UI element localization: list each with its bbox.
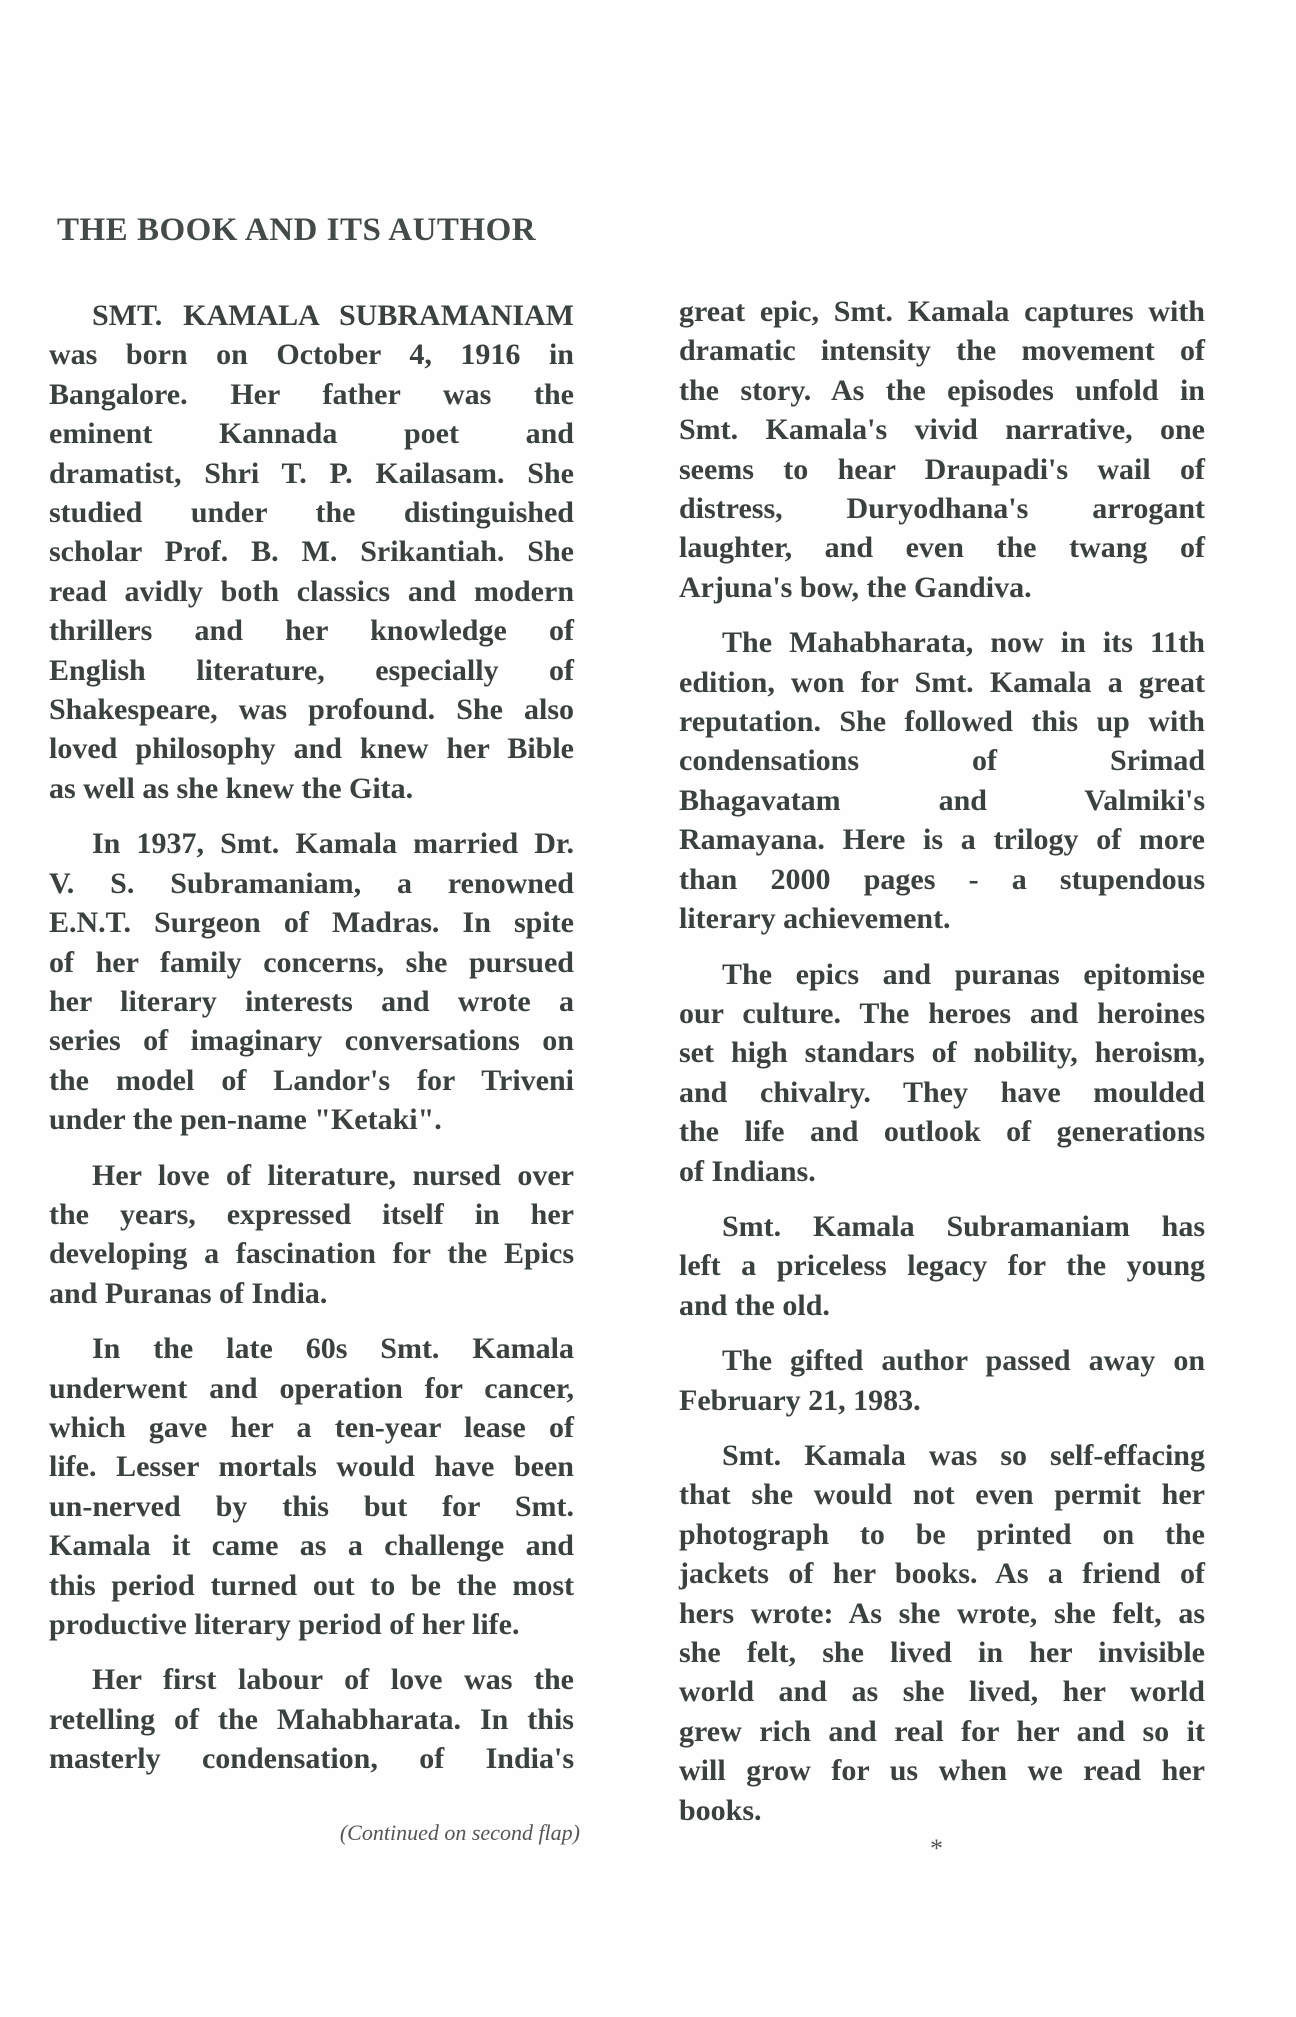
text-line: Her first labour of love was the: [92, 1663, 574, 1697]
text-line: jackets of her books. As a friend of: [679, 1557, 1205, 1591]
text-line: this period turned out to be the most: [49, 1568, 574, 1602]
text-line: SMT. KAMALA SUBRAMANIAM: [92, 299, 574, 332]
text-line: our culture. The heroes and heroines: [679, 996, 1205, 1030]
text-line: and the old.: [679, 1288, 830, 1322]
text-line: eminent Kannada poet and: [49, 417, 574, 451]
paragraph: [679, 1341, 1205, 1420]
text-line: edition, won for Smt. Kamala a great: [679, 665, 1205, 699]
end-mark: *: [930, 1834, 943, 1863]
text-line: and chivalry. They have moulded: [679, 1075, 1205, 1109]
text-line: photograph to be printed on the: [679, 1517, 1205, 1551]
text-line: grew rich and real for her and so it: [679, 1714, 1205, 1748]
paragraph: [49, 1329, 574, 1644]
text-line: of her family concerns, she pursued: [49, 945, 574, 979]
text-line: dramatist, Shri T. P. Kailasam. She: [49, 456, 574, 490]
text-line: literary achievement.: [679, 902, 951, 936]
text-line: and Puranas of India.: [49, 1276, 328, 1310]
text-line: seems to hear Draupadi's wail of: [679, 452, 1205, 486]
text-line: developing a fascination for the Epics: [49, 1237, 574, 1271]
text-line: Smt. Kamala's vivid narrative, one: [679, 413, 1205, 447]
text-line: In the late 60s Smt. Kamala: [92, 1332, 574, 1366]
text-line: which gave her a ten-year lease of: [49, 1410, 574, 1444]
text-line: the years, expressed itself in her: [49, 1197, 574, 1231]
text-line: In 1937, Smt. Kamala married Dr.: [92, 827, 574, 861]
text-line: of Indians.: [679, 1154, 816, 1188]
text-line: life. Lesser mortals would have been: [49, 1450, 574, 1484]
page-title: THE BOOK AND ITS AUTHOR: [57, 212, 537, 248]
text-line: Ramayana. Here is a trilogy of more: [679, 823, 1205, 857]
text-line: than 2000 pages - a stupendous: [679, 862, 1205, 896]
paragraph: [49, 1156, 574, 1314]
text-line: condensations of Srimad: [679, 744, 1205, 778]
text-line: English literature, especially of: [49, 653, 574, 687]
text-line: that she would not even permit her: [679, 1478, 1205, 1512]
right-column: [679, 292, 1205, 1846]
text-line: Arjuna's bow, the Gandiva.: [679, 570, 1032, 604]
text-line: dramatic intensity the movement of: [679, 334, 1205, 368]
text-line: thrillers and her knowledge of: [49, 614, 574, 648]
text-line: scholar Prof. B. M. Srikantiah. She: [49, 535, 574, 569]
text-line: distress, Duryodhana's arrogant: [679, 492, 1205, 526]
text-line: great epic, Smt. Kamala captures with: [679, 295, 1205, 328]
text-line: studied under the distinguished: [49, 496, 574, 530]
text-line: retelling of the Mahabharata. In this: [49, 1702, 574, 1736]
text-line: Smt. Kamala was so self-effacing: [722, 1438, 1205, 1472]
text-line: The Mahabharata, now in its 11th: [722, 626, 1205, 660]
text-line: the life and outlook of generations: [679, 1115, 1205, 1149]
text-line: Shakespeare, was profound. She also: [49, 693, 574, 727]
text-line: Bhagavatam and Valmiki's: [679, 783, 1205, 817]
text-line: Kamala it came as a challenge and: [49, 1529, 574, 1563]
paragraph: [679, 1436, 1205, 1830]
text-line: her literary interests and wrote a: [49, 984, 574, 1018]
text-line: hers wrote: As she wrote, she felt, as: [679, 1596, 1205, 1630]
text-line: series of imaginary conversations on: [49, 1024, 574, 1058]
paragraph: [49, 1660, 574, 1778]
text-line: E.N.T. Surgeon of Madras. In spite: [49, 906, 574, 940]
text-line: she felt, she lived in her invisible: [679, 1636, 1205, 1669]
text-line: left a priceless legacy for the young: [679, 1249, 1205, 1283]
text-line: The epics and puranas epitomise: [722, 957, 1205, 991]
text-line: the story. As the episodes unfold in: [679, 373, 1205, 407]
text-line: underwent and operation for cancer,: [49, 1371, 574, 1405]
text-line: reputation. She followed this up with: [679, 705, 1205, 739]
text-line: V. S. Subramaniam, a renowned: [49, 866, 574, 900]
text-line: February 21, 1983.: [679, 1383, 921, 1417]
continued-note: (Continued on second flap): [339, 1820, 580, 1845]
paragraph: [679, 1207, 1205, 1325]
text-line: un-nerved by this but for Smt.: [49, 1489, 574, 1523]
text-line: Bangalore. Her father was the: [49, 377, 574, 411]
text-line: set high standars of nobility, heroism,: [679, 1036, 1205, 1070]
paragraph: [49, 296, 574, 808]
text-line: will grow for us when we read her: [679, 1754, 1205, 1788]
text-line: read avidly both classics and modern: [49, 574, 574, 608]
paragraph: [679, 623, 1205, 938]
left-column: [49, 296, 574, 1795]
text-line: masterly condensation, of India's: [49, 1742, 574, 1776]
text-line: the model of Landor's for Triveni: [49, 1063, 574, 1097]
text-line: under the pen-name "Ketaki".: [49, 1103, 442, 1137]
text-line: Smt. Kamala Subramaniam has: [722, 1209, 1205, 1243]
paragraph: [679, 292, 1205, 607]
text-line: books.: [679, 1793, 762, 1827]
text-line: productive literary period of her life.: [49, 1608, 520, 1641]
paragraph: [679, 955, 1205, 1191]
text-line: was born on October 4, 1916 in: [49, 338, 574, 372]
paragraph: [49, 824, 574, 1139]
text-line: The gifted author passed away on: [722, 1344, 1205, 1378]
text-line: as well as she knew the Gita.: [49, 771, 414, 805]
text-line: world and as she lived, her world: [679, 1675, 1205, 1709]
text-line: Her love of literature, nursed over: [92, 1158, 574, 1192]
text-line: laughter, and even the twang of: [679, 531, 1205, 565]
text-line: loved philosophy and knew her Bible: [49, 732, 574, 766]
